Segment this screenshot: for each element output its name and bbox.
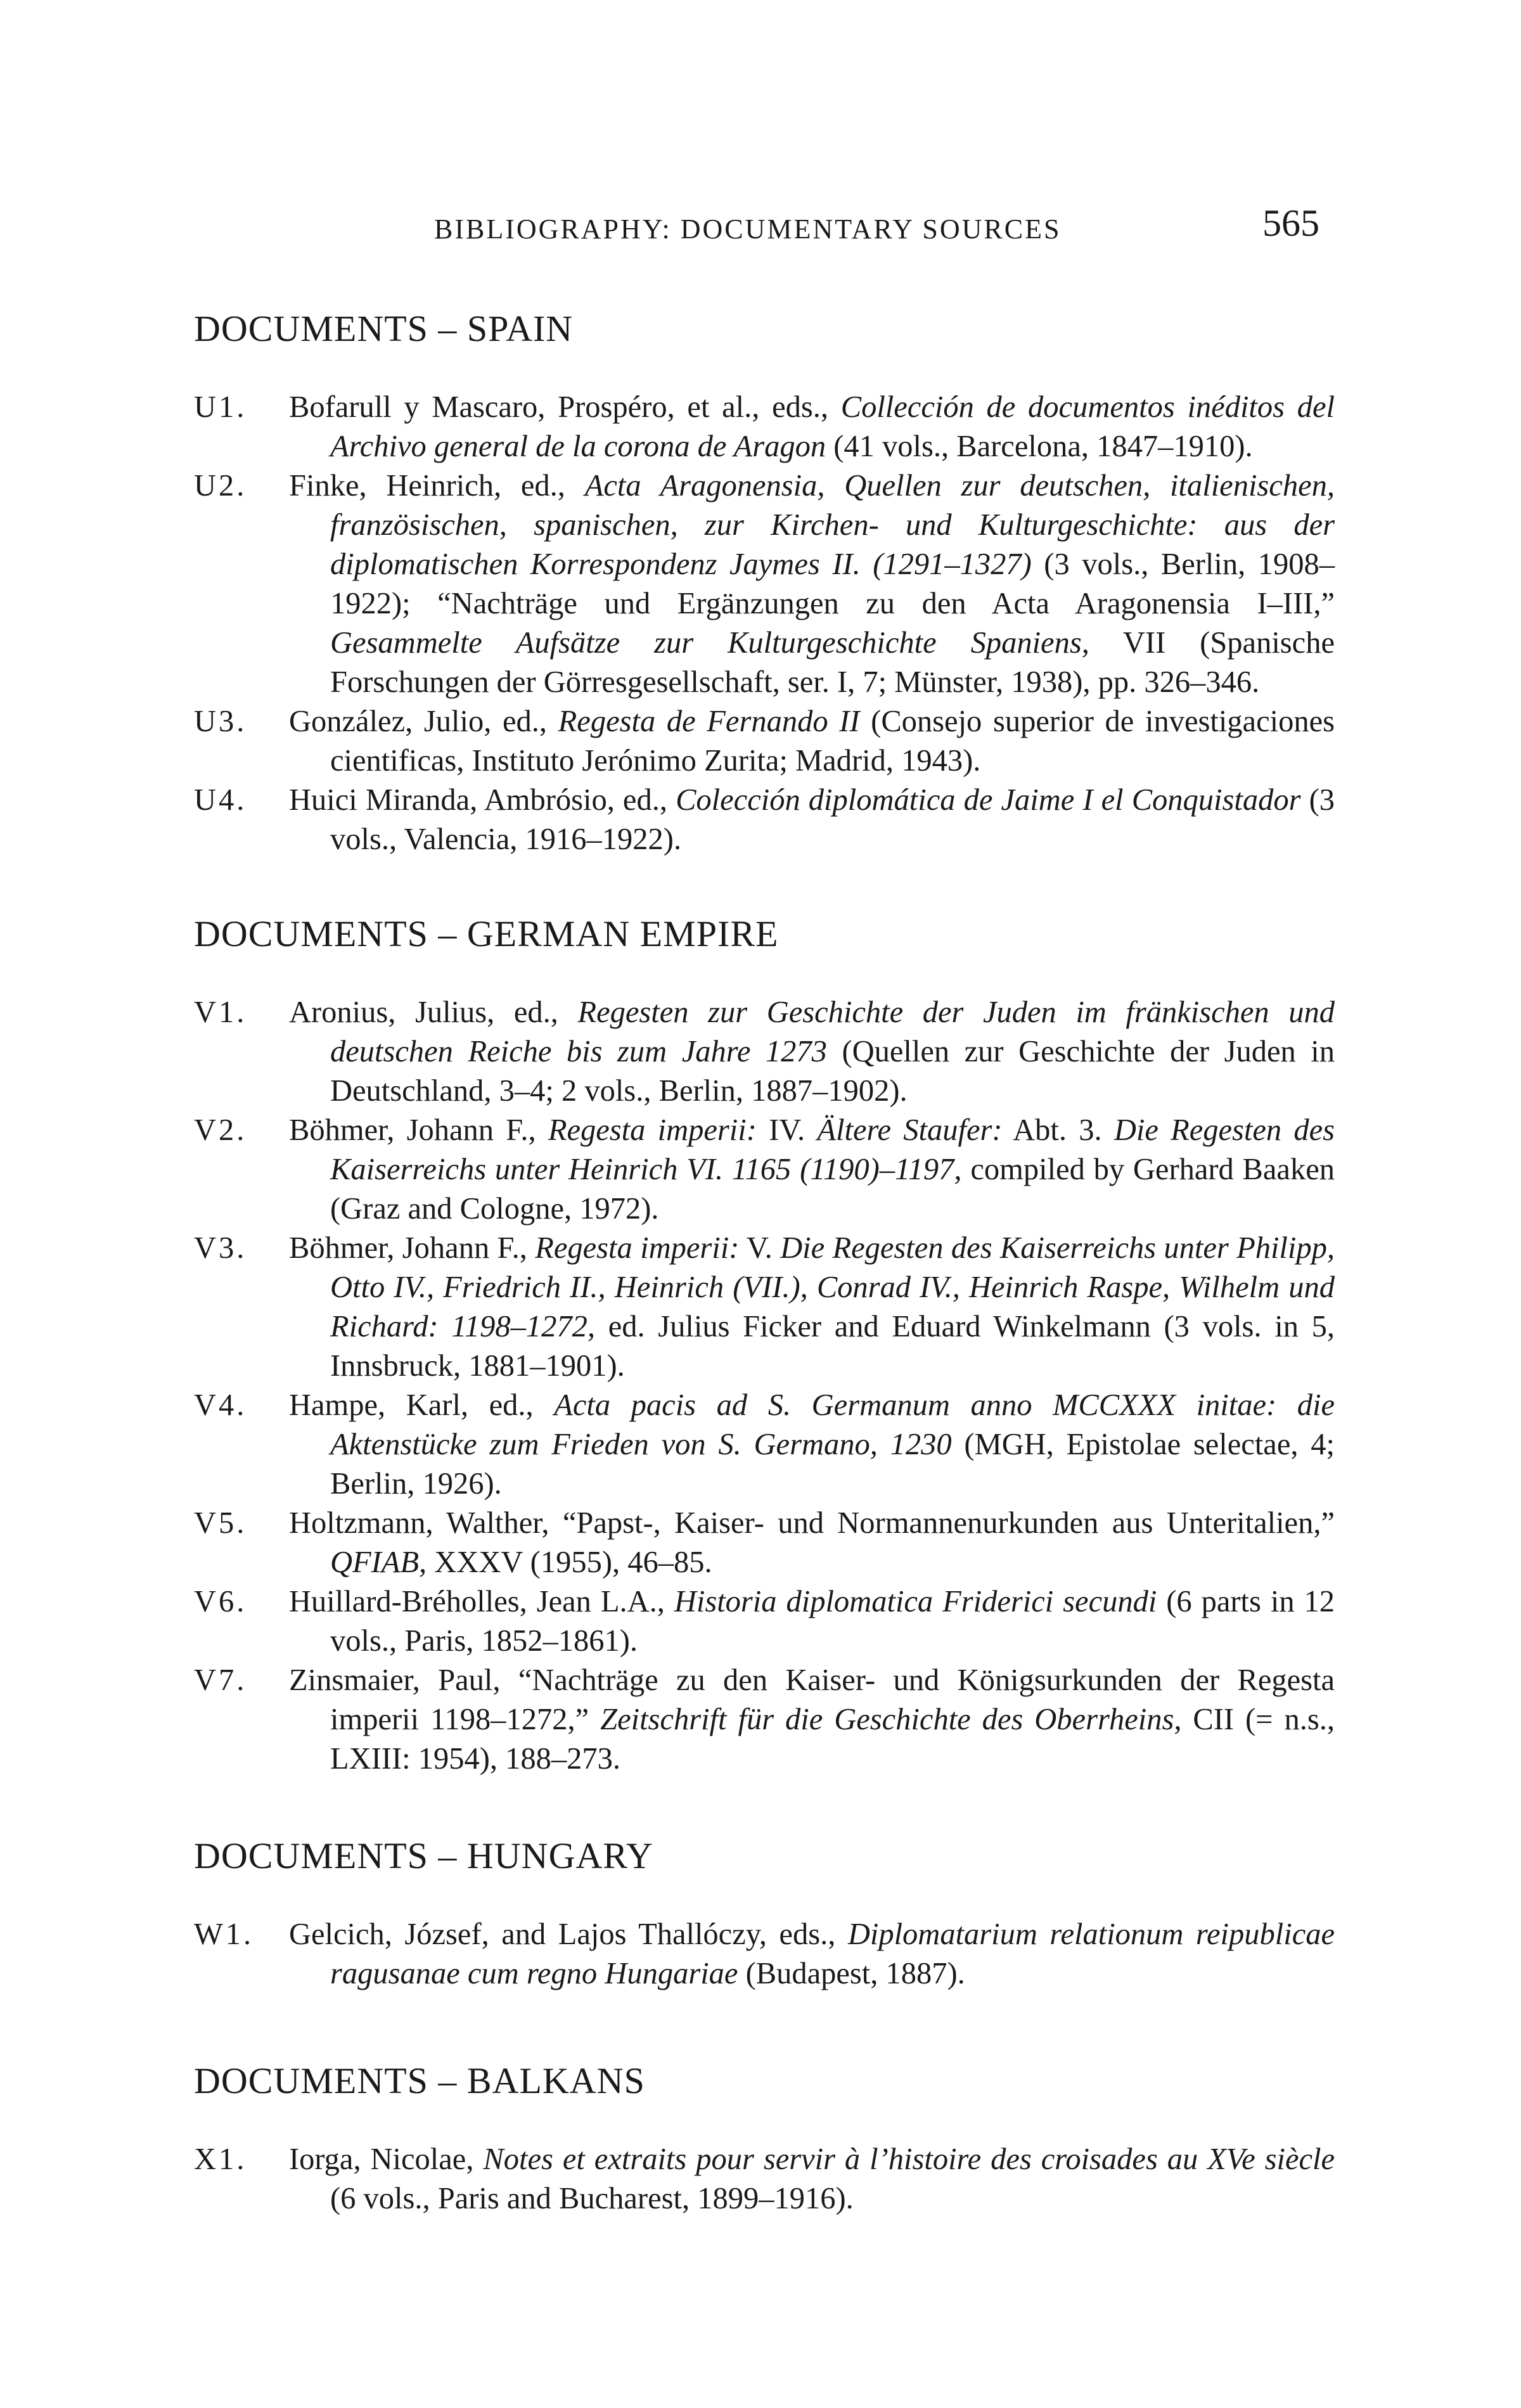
text-run: (MGH, Epistolae selectae, 4; Berlin, 1926).	[330, 1428, 1335, 1501]
entry-number: U3.	[194, 705, 247, 738]
italic-title: Zeitschrift für die Geschichte des Oberrheins,	[600, 1703, 1182, 1736]
text-run: (41 vols., Barcelona, 1847–1910).	[826, 430, 1253, 463]
bibliography-entry	[194, 1111, 1335, 1229]
section-hungary	[194, 1835, 1335, 1994]
text-run: Holtzmann, Walther, “Papst-, Kaiser- und Normannenurkunden aus Unteritalien,”	[289, 1506, 1335, 1540]
text-run: IV.	[756, 1113, 818, 1147]
bibliography-entry	[194, 1582, 1335, 1661]
text-run: Gelcich, József, and Lajos Thallóczy, eds.,	[289, 1918, 848, 1951]
running-head: BIBLIOGRAPHY: DOCUMENTARY SOURCES	[434, 214, 1062, 245]
text-run: V.	[739, 1231, 781, 1265]
entry-text	[289, 702, 1335, 781]
bibliography-entry	[194, 388, 1335, 466]
italic-title: Historia diplomatica Friderici secundi	[674, 1585, 1157, 1618]
entry-number: U2.	[194, 469, 247, 503]
entry-number: X1.	[194, 2142, 247, 2176]
text-run: Huillard-Bréholles, Jean L.A.,	[289, 1585, 674, 1618]
text-run: (3 vols., Berlin, 1908–1922); “Nachträge und Ergänzungen zu den Acta Aragonensia I–III,”	[330, 548, 1335, 620]
text-run: (Budapest, 1887).	[738, 1957, 965, 1990]
text-run: (6 parts in 12 vols., Paris, 1852–1861).	[330, 1585, 1335, 1658]
italic-title: Regesten zur Geschichte der Juden im fränkischen und deutschen Reiche bis zum Jahre 1273	[330, 996, 1335, 1068]
text-run: CII (= n.s., LXIII: 1954), 188–273.	[330, 1703, 1335, 1776]
entry-text	[289, 1229, 1335, 1386]
text-run: Finke, Heinrich, ed.,	[289, 469, 585, 503]
bibliography-entry	[194, 1504, 1335, 1582]
section-spain	[194, 307, 1335, 859]
entry-text	[289, 781, 1335, 859]
text-run: Huici Miranda, Ambrósio, ed.,	[289, 783, 676, 817]
italic-title: Acta Aragonensia, Quellen zur deutschen, italienischen, französischen, spanischen, zur Kirchen- und Kulturgeschichte: aus der diplomatischen Korrespondenz Jaymes II. (1291–1327)	[330, 469, 1335, 581]
text-run: Böhmer, Johann F.,	[289, 1231, 536, 1265]
entry-number: V1.	[194, 996, 247, 1029]
entry-number: V4.	[194, 1388, 247, 1422]
italic-title: Regesta imperii:	[548, 1113, 757, 1147]
entry-text	[289, 2140, 1335, 2219]
italic-title: Die Regesten des Kaiserreichs unter Philipp, Otto IV., Friedrich II., Heinrich (VII.), Conrad IV., Heinrich Raspe, Wilhelm und Richard: 1198–1272,	[330, 1231, 1335, 1343]
entry-number: V2.	[194, 1113, 247, 1147]
italic-title: Acta pacis ad S. Germanum anno MCCXXX initae: die Aktenstücke zum Frieden von S. Germano, 1230	[330, 1388, 1335, 1461]
entry-text	[289, 1661, 1335, 1779]
text-run: Hampe, Karl, ed.,	[289, 1388, 555, 1422]
entry-number: U4.	[194, 783, 247, 817]
text-run: Abt. 3.	[1002, 1113, 1114, 1147]
entry-number: V6.	[194, 1585, 247, 1618]
entry-list	[194, 2140, 1335, 2219]
italic-title: Ältere Staufer:	[817, 1113, 1003, 1147]
text-run: compiled by Gerhard Baaken (Graz and Cologne, 1972).	[330, 1153, 1335, 1226]
entry-text	[289, 1111, 1335, 1229]
entry-text	[289, 1504, 1335, 1582]
section-heading: DOCUMENTS – SPAIN	[194, 308, 574, 349]
entry-list	[194, 1915, 1335, 1994]
bibliography-entry	[194, 702, 1335, 781]
page-number: 565	[1262, 202, 1319, 244]
entry-number: V5.	[194, 1506, 247, 1540]
italic-title: Die Regesten des Kaiserreichs unter Heinrich VI. 1165 (1190)–1197,	[330, 1113, 1335, 1186]
text-run: ed. Julius Ficker and Eduard Winkelmann (3 vols. in 5, Innsbruck, 1881–1901).	[330, 1310, 1335, 1383]
entry-text	[289, 1582, 1335, 1661]
text-run: (Quellen zur Geschichte der Juden in Deutschland, 3–4; 2 vols., Berlin, 1887–1902).	[330, 1035, 1335, 1108]
section-heading: DOCUMENTS – BALKANS	[194, 2060, 645, 2101]
italic-title: Regesta de Fernando II	[558, 705, 860, 738]
bibliography-entry	[194, 781, 1335, 859]
bibliography-entry	[194, 1229, 1335, 1386]
text-run: (3 vols., Valencia, 1916–1922).	[330, 783, 1335, 856]
italic-title: Gesammelte Aufsätze zur Kulturgeschichte Spaniens,	[330, 626, 1089, 660]
section-balkans	[194, 2059, 1335, 2219]
entry-number: V7.	[194, 1663, 247, 1697]
section-heading: DOCUMENTS – HUNGARY	[194, 1835, 653, 1876]
text-run: Böhmer, Johann F.,	[289, 1113, 548, 1147]
text-run: Zinsmaier, Paul, “Nachträge zu den Kaiser- und Königsurkunden der Regesta imperii 1198–1272,”	[289, 1663, 1335, 1736]
entry-number: W1.	[194, 1918, 254, 1951]
entry-text	[289, 993, 1335, 1111]
bibliography-entry	[194, 993, 1335, 1111]
entry-text	[289, 1915, 1335, 1994]
text-run: XXXV (1955), 46–85.	[427, 1546, 712, 1579]
italic-title: Regesta imperii:	[535, 1231, 740, 1265]
italic-title: QFIAB,	[330, 1546, 427, 1579]
italic-title: Notes et extraits pour servir à l’histoire des croisades au XVe siècle	[483, 2142, 1335, 2176]
italic-title: Colección diplomática de Jaime I el Conquistador	[676, 783, 1301, 817]
entry-text	[289, 1386, 1335, 1504]
text-run: (6 vols., Paris and Bucharest, 1899–1916).	[330, 2182, 854, 2215]
text-run: (Consejo superior de investigaciones cientificas, Instituto Jerónimo Zurita; Madrid, 1943).	[330, 705, 1335, 778]
entry-list	[194, 388, 1335, 859]
text-run: Bofarull y Mascaro, Prospéro, et al., eds.,	[289, 390, 841, 424]
bibliography-entry	[194, 1661, 1335, 1779]
text-run: González, Julio, ed.,	[289, 705, 558, 738]
section-heading: DOCUMENTS – GERMAN EMPIRE	[194, 913, 779, 954]
text-run: Iorga, Nicolae,	[289, 2142, 484, 2176]
entry-text	[289, 388, 1335, 466]
bibliography-entry	[194, 1386, 1335, 1504]
section-german-empire	[194, 913, 1335, 1779]
bibliography-entry	[194, 466, 1335, 702]
entry-list	[194, 993, 1335, 1779]
entry-text	[289, 466, 1335, 702]
text-run: Aronius, Julius, ed.,	[289, 996, 578, 1029]
entry-number: U1.	[194, 390, 247, 424]
bibliography-entry	[194, 2140, 1335, 2219]
text-run: VII (Spanische Forschungen der Görresgesellschaft, ser. I, 7; Münster, 1938), pp. 326–346.	[330, 626, 1335, 699]
bibliography-entry	[194, 1915, 1335, 1994]
italic-title: Diplomatarium relationum reipublicae ragusanae cum regno Hungariae	[330, 1918, 1335, 1990]
entry-number: V3.	[194, 1231, 247, 1265]
italic-title: Collección de documentos inéditos del Archivo general de la corona de Aragon	[330, 390, 1335, 463]
